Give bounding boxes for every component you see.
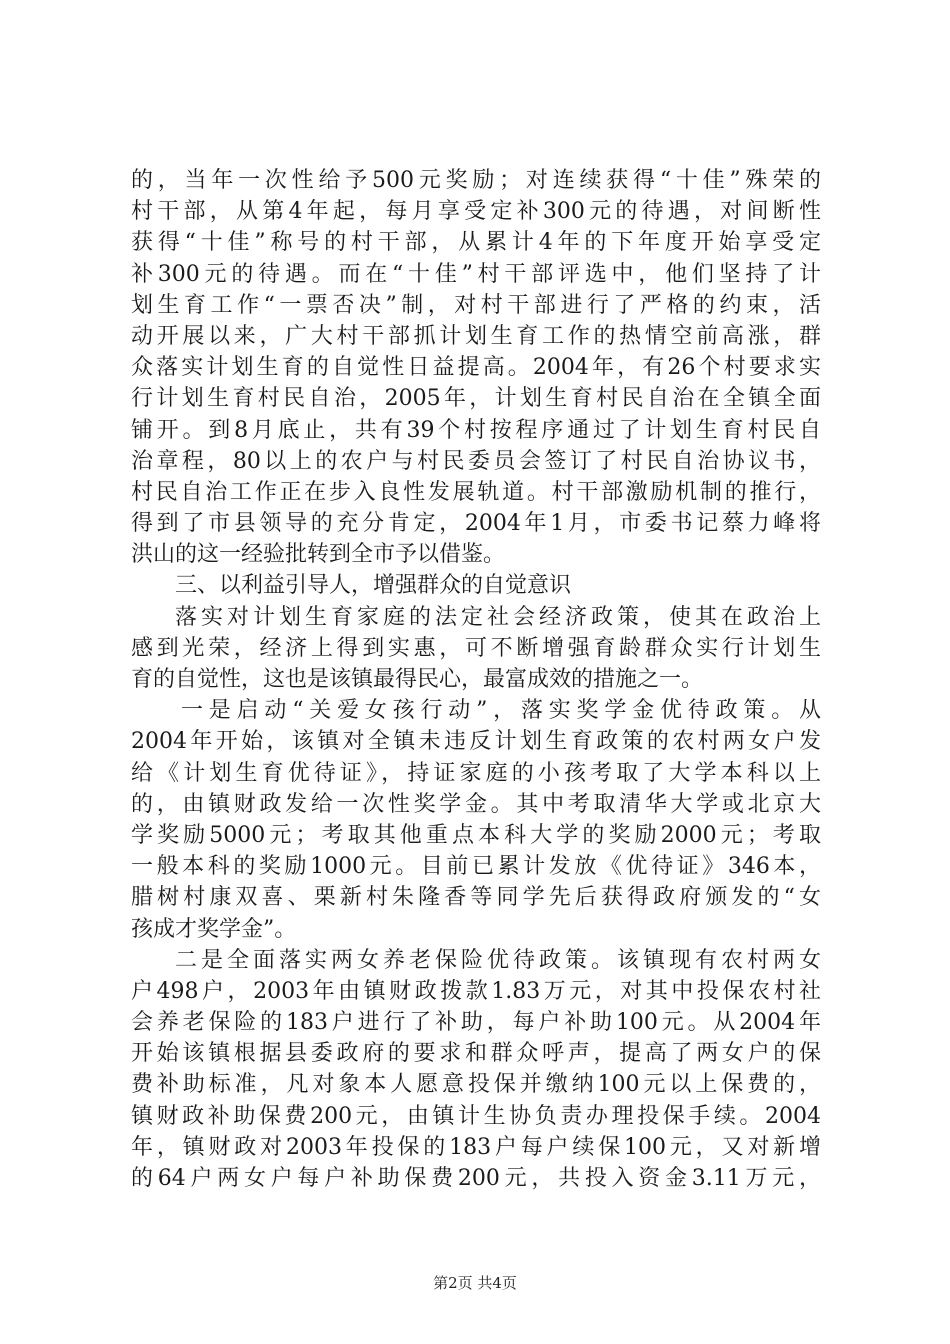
text-line: 划生育工作“一票否决”制，对村干部进行了严格的约束，活 bbox=[131, 292, 821, 318]
text-line: 落实对计划生育家庭的法定社会经济政策，使其在政治上 bbox=[175, 604, 821, 630]
text-line: 得到了市县领导的充分肯定，2004年1月，市委书记蔡力峰将 bbox=[131, 511, 821, 537]
text-line: 一是启动“关爱女孩行动”，落实奖学金优待政策。从 bbox=[181, 698, 821, 724]
text-line: 的64户两女户每户补助保费200元，共投入资金3.11万元， bbox=[131, 1166, 821, 1191]
text-line: 给《计划生育优待证》，持证家庭的小孩考取了大学本科以上 bbox=[131, 760, 821, 786]
text-line: 年，镇财政对2003年投保的183户每户续保100元，又对新增 bbox=[131, 1134, 821, 1160]
text-line: 补300元的待遇。而在“十佳”村干部评选中，他们坚持了计 bbox=[131, 261, 821, 287]
text-line: 一般本科的奖励1000元。目前已累计发放《优待证》346本， bbox=[131, 854, 821, 880]
text-line: 铺开。到8月底止，共有39个村按程序通过了计划生育村民自 bbox=[131, 417, 821, 443]
text-line: 感到光荣，经济上得到实惠，可不断增强育龄群众实行计划生 bbox=[131, 635, 821, 661]
text-line: 的，当年一次性给予500元奖励；对连续获得“十佳”殊荣的 bbox=[131, 168, 821, 193]
text-line: 腊树村康双喜、栗新村朱隆香等同学先后获得政府颁发的“女 bbox=[131, 885, 821, 911]
text-line: 孩成才奖学金”。 bbox=[131, 916, 297, 942]
text-line: 育的自觉性，这也是该镇最得民心，最富成效的措施之一。 bbox=[131, 667, 704, 692]
text-line: 众落实计划生育的自觉性日益提高。2004年，有26个村要求实 bbox=[131, 355, 821, 381]
document-body bbox=[131, 165, 821, 1194]
text-line: 开始该镇根据县委政府的要求和群众呼声，提高了两女户的保 bbox=[131, 1041, 821, 1067]
text-line: 村干部，从第4年起，每月享受定补300元的待遇，对间断性 bbox=[131, 199, 821, 225]
text-line: 的，由镇财政发给一次性奖学金。其中考取清华大学或北京大 bbox=[131, 791, 821, 817]
text-line: 学奖励5000元；考取其他重点本科大学的奖励2000元；考取 bbox=[131, 822, 821, 848]
page-number-footer: 第2页 共4页 bbox=[433, 1274, 517, 1292]
text-line: 费补助标准，凡对象本人愿意投保并缴纳100元以上保费的， bbox=[131, 1072, 821, 1098]
text-line: 2004年开始，该镇对全镇未违反计划生育政策的农村两女户发 bbox=[131, 729, 821, 755]
text-line: 洪山的这一经验批转到全市予以借鉴。 bbox=[131, 542, 506, 568]
text-line: 治章程，80以上的农户与村民委员会签订了村民自治协议书， bbox=[131, 448, 821, 474]
section-heading: 三、以利益引导人，增强群众的自觉意识 bbox=[175, 573, 572, 599]
text-line: 获得“十佳”称号的村干部，从累计4年的下年度开始享受定 bbox=[131, 230, 821, 256]
text-line: 动开展以来，广大村干部抓计划生育工作的热情空前高涨，群 bbox=[131, 323, 821, 349]
text-line: 村民自治工作正在步入良性发展轨道。村干部激励机制的推行， bbox=[131, 479, 821, 505]
text-line: 二是全面落实两女养老保险优待政策。该镇现有农村两女 bbox=[175, 947, 821, 973]
text-line: 行计划生育村民自治，2005年，计划生育村民自治在全镇全面 bbox=[131, 386, 821, 412]
text-line: 镇财政补助保费200元，由镇计生协负责办理投保手续。2004 bbox=[131, 1103, 821, 1129]
text-line: 户498户，2003年由镇财政拨款1.83万元，对其中投保农村社 bbox=[131, 978, 821, 1004]
text-line: 会养老保险的183户进行了补助，每户补助100元。从2004年 bbox=[131, 1010, 821, 1036]
